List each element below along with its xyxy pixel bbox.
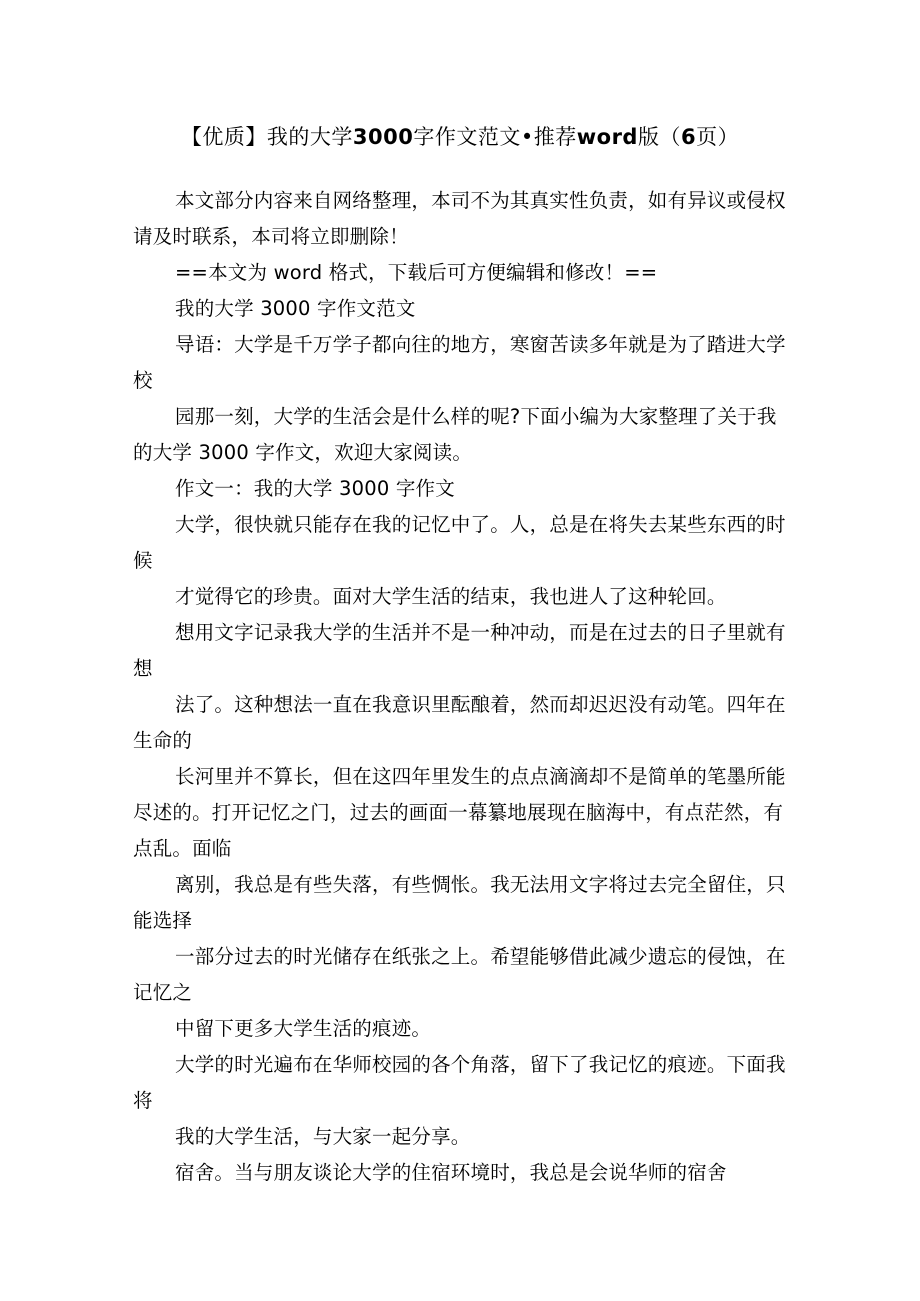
paragraph-line: 校 xyxy=(133,369,153,392)
paragraph-line: 候 xyxy=(133,549,153,572)
paragraph-line: 园那一刻，大学的生活会是什么样的呢?下面小编为大家整理了关于我 xyxy=(175,405,777,428)
paragraph xyxy=(133,327,798,399)
title-middle: 字作文范文•推荐 xyxy=(413,125,577,149)
title-page-count: 6 xyxy=(680,125,697,149)
title-word: word xyxy=(576,125,638,149)
paragraph xyxy=(133,1047,798,1119)
paragraph xyxy=(133,1155,798,1191)
document-body xyxy=(133,183,798,1191)
paragraph-line: 的大学 3000 字作文，欢迎大家阅读。 xyxy=(133,441,473,464)
paragraph-line: 本文部分内容来自网络整理，本司不为其真实性负责，如有异议或侵权 xyxy=(175,189,786,212)
paragraph-line: 能选择 xyxy=(133,909,193,932)
title-suffix: 页） xyxy=(696,125,740,149)
paragraph-line: 请及时联系，本司将立即删除！ xyxy=(133,225,409,248)
paragraph xyxy=(133,615,798,687)
paragraph xyxy=(133,291,798,327)
paragraph-line: 中留下更多大学生活的痕迹。 xyxy=(175,1017,432,1040)
title-number: 3000 xyxy=(352,125,414,149)
paragraph-line: 宿舍。当与朋友谈论大学的住宿环境时，我总是会说华师的宿舍 xyxy=(175,1161,727,1184)
paragraph-line: 长河里并不算长，但在这四年里发生的点点滴滴却不是简单的笔墨所能 xyxy=(175,765,786,788)
paragraph xyxy=(133,399,798,471)
paragraph-line: 作文一：我的大学 3000 字作文 xyxy=(175,477,455,500)
paragraph xyxy=(133,1119,798,1155)
paragraph xyxy=(133,1011,798,1047)
paragraph-line: 生命的 xyxy=(133,729,193,752)
paragraph xyxy=(133,183,798,255)
paragraph-line: 大学，很快就只能存在我的记忆中了。人，总是在将失去某些东西的时 xyxy=(175,513,786,536)
paragraph-line: ==本文为 word 格式，下载后可方便编辑和修改！== xyxy=(175,261,658,284)
paragraph-line: 离别，我总是有些失落，有些惆怅。我无法用文字将过去完全留住，只 xyxy=(175,873,786,896)
paragraph xyxy=(133,255,798,291)
paragraph-line: 导语：大学是千万学子都向往的地方，寒窗苦读多年就是为了踏进大学 xyxy=(175,333,786,356)
paragraph-line: 记忆之 xyxy=(133,981,193,1004)
paragraph-line: 才觉得它的珍贵。面对大学生活的结束，我也进人了这种轮回。 xyxy=(175,585,727,608)
paragraph-line: 一部分过去的时光储存在纸张之上。希望能够借此减少遗忘的侵蚀，在 xyxy=(175,945,786,968)
paragraph xyxy=(133,867,798,939)
paragraph-line: 我的大学生活，与大家一起分享。 xyxy=(175,1125,471,1148)
title-ban: 版（ xyxy=(637,125,681,149)
paragraph xyxy=(133,471,798,507)
paragraph-line: 想 xyxy=(133,657,153,680)
paragraph-line: 点乱。面临 xyxy=(133,837,232,860)
paragraph-line: 我的大学 3000 字作文范文 xyxy=(175,297,416,320)
document-title xyxy=(0,122,920,152)
paragraph xyxy=(133,507,798,579)
paragraph-line: 想用文字记录我大学的生活并不是一种冲动，而是在过去的日子里就有 xyxy=(175,621,786,644)
title-prefix: 【优质】我的大学 xyxy=(180,125,353,149)
paragraph-line: 法了。这种想法一直在我意识里酝酿着，然而却迟迟没有动笔。四年在 xyxy=(175,693,786,716)
paragraph-line: 将 xyxy=(133,1089,153,1112)
paragraph-line: 大学的时光遍布在华师校园的各个角落，留下了我记忆的痕迹。下面我 xyxy=(175,1053,786,1076)
paragraph xyxy=(133,759,798,867)
paragraph xyxy=(133,939,798,1011)
paragraph xyxy=(133,687,798,759)
paragraph xyxy=(133,579,798,615)
paragraph-line: 尽述的。打开记忆之门，过去的画面一幕纂地展现在脑海中，有点茫然，有 xyxy=(133,801,784,824)
